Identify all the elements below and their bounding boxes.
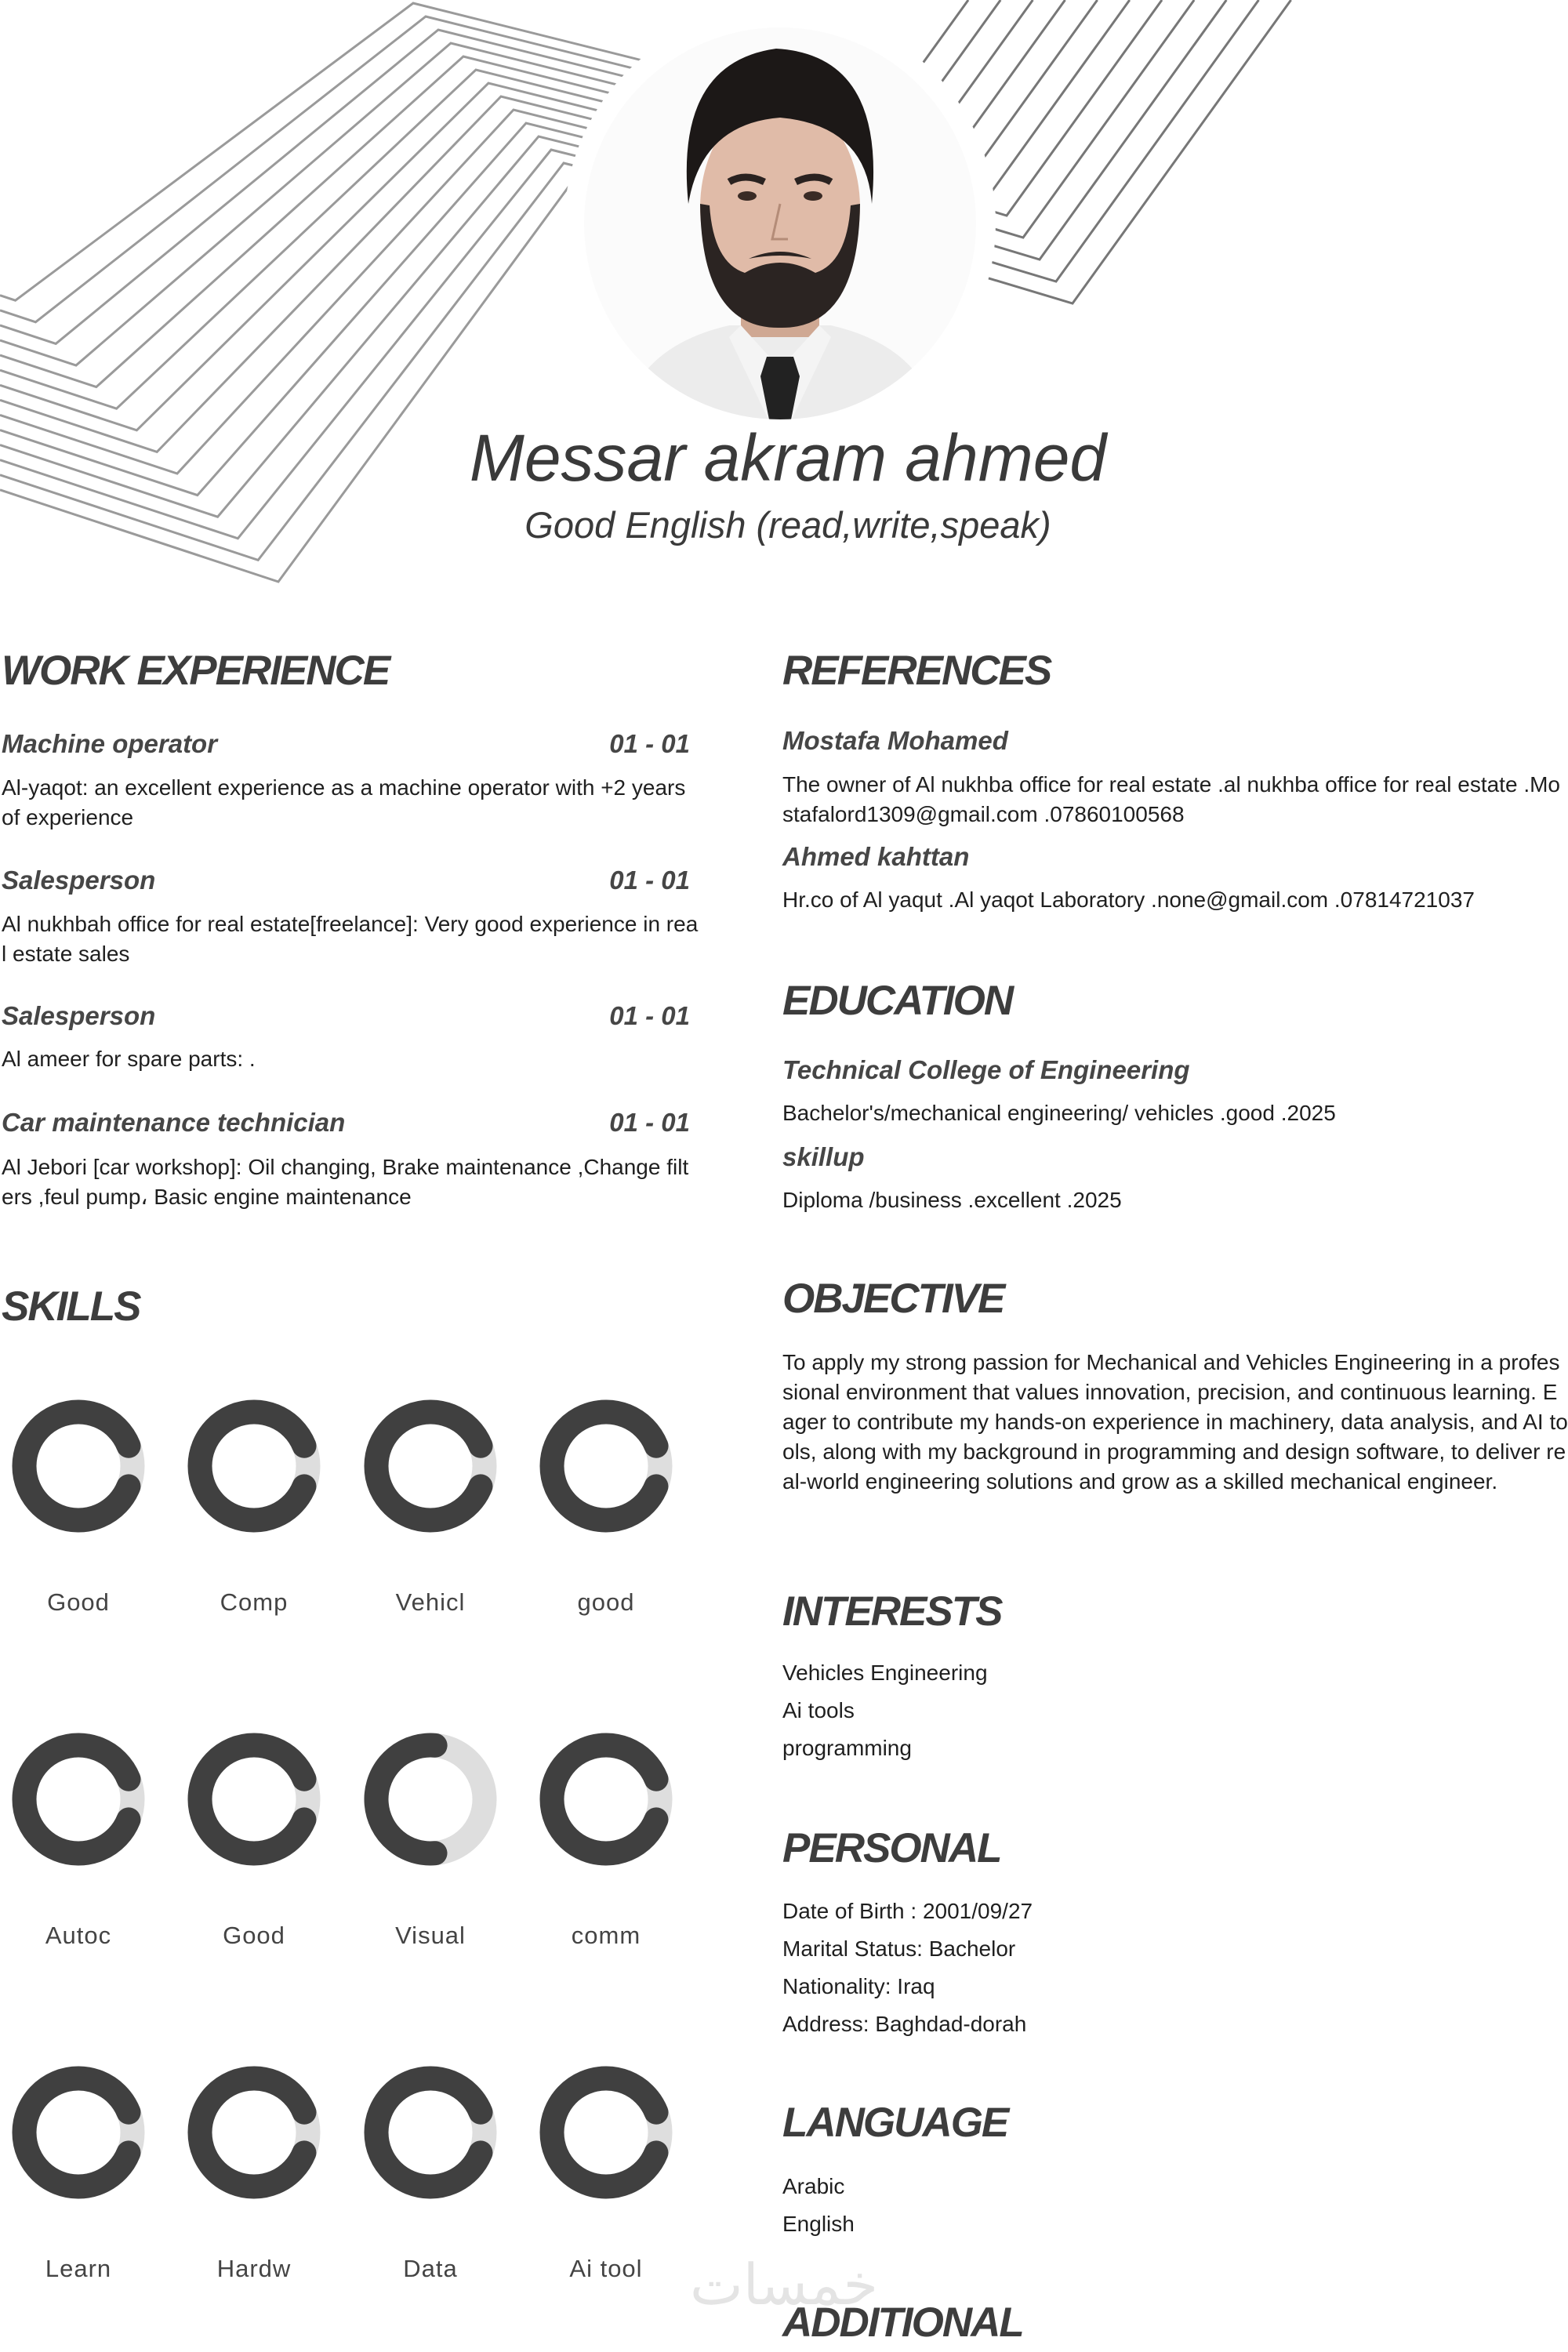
reference-name: Ahmed kahttan xyxy=(782,842,970,871)
skill-ring xyxy=(363,1732,498,1867)
skill-item xyxy=(343,1732,518,1951)
skill-ring xyxy=(363,1399,498,1534)
job-title: Machine operator xyxy=(2,729,218,758)
job-description: Al Jebori [car workshop]: Oil changing, Brake maintenance ,Change filters ,feul pump، Basic engine maintenance xyxy=(2,1155,689,1209)
job-dates: 01 - 01 xyxy=(609,1001,690,1030)
skill-ring xyxy=(539,2065,673,2200)
skill-label: Ai tool xyxy=(569,2255,643,2282)
skill-item xyxy=(518,1732,694,1951)
skills-heading: SKILLS xyxy=(2,1283,140,1330)
skill-label: good xyxy=(577,1588,635,1616)
interest-item: Ai tools xyxy=(782,1698,855,1722)
skill-ring xyxy=(11,2065,146,2200)
job-description: Al nukhbah office for real estate[freelance]: Very good experience in real estate sales xyxy=(2,912,699,966)
language-list xyxy=(782,2168,1568,2243)
skill-item xyxy=(343,2065,518,2285)
skill-label: Good xyxy=(47,1588,110,1616)
education-details: Bachelor's/mechanical engineering/ vehicles .good .2025 xyxy=(782,1101,1336,1125)
skill-ring xyxy=(11,1732,146,1867)
candidate-subtitle: Good English (read,write,speak) xyxy=(524,504,1051,546)
school-name: Technical College of Engineering xyxy=(782,1055,1190,1084)
objective-heading: OBJECTIVE xyxy=(782,1276,1004,1322)
skill-label: Visual xyxy=(395,1922,466,1949)
candidate-name: Messar akram ahmed xyxy=(469,421,1107,495)
personal-list xyxy=(782,1893,1568,2043)
skill-label: Data xyxy=(403,2255,458,2282)
skill-label: Vehicl xyxy=(395,1588,466,1616)
job-dates: 01 - 01 xyxy=(609,866,690,895)
interests-list xyxy=(782,1654,1568,1767)
skill-label: Autoc xyxy=(45,1922,112,1949)
skill-ring xyxy=(187,2065,321,2200)
job-title: Salesperson xyxy=(2,866,156,895)
skill-item xyxy=(343,1399,518,1618)
references-heading: REFERENCES xyxy=(782,648,1051,694)
reference-details: The owner of Al nukhba office for real estate .al nukhba office for real estate .Mostafalord1309@gmail.com .07860100568 xyxy=(782,772,1560,826)
language-heading: LANGUAGE xyxy=(782,2100,1008,2146)
skill-label: Hardw xyxy=(216,2255,292,2282)
language-item: English xyxy=(782,2212,855,2236)
skill-label: Good xyxy=(223,1922,285,1949)
skill-ring xyxy=(187,1732,321,1867)
education-heading: EDUCATION xyxy=(782,978,1013,1024)
watermark-logo: خمسات xyxy=(689,2254,879,2317)
skill-ring xyxy=(187,1399,321,1534)
skill-item xyxy=(518,1399,694,1618)
additional-heading: ADDITIONAL xyxy=(782,2299,1023,2346)
interest-item: programming xyxy=(782,1736,912,1760)
job-description: Al-yaqot: an excellent experience as a machine operator with +2 years of experience xyxy=(2,775,686,829)
skill-ring xyxy=(539,1399,673,1534)
skill-ring xyxy=(539,1732,673,1867)
objective-text: To apply my strong passion for Mechanical and Vehicles Engineering in a professional environment that values innovation, precision, and continuous learning. Eager to contribute my hands-on experience in machinery, data analysis, and AI tools, along with my background in programming and design software, to deliver real-world engineering solutions and grow as a skilled mechanical engineer. xyxy=(782,1350,1568,1494)
skill-item xyxy=(0,1732,166,1951)
personal-address: Address: Baghdad-dorah xyxy=(782,2012,1027,2036)
education-details: Diploma /business .excellent .2025 xyxy=(782,1188,1122,1212)
personal-nationality: Nationality: Iraq xyxy=(782,1974,935,1998)
skill-ring xyxy=(11,1399,146,1534)
work-experience-heading: WORK EXPERIENCE xyxy=(2,648,390,694)
job-title: Car maintenance technician xyxy=(2,1108,346,1137)
skill-item xyxy=(166,1399,342,1618)
skill-label: Learn xyxy=(45,2255,112,2282)
job-description: Al ameer for spare parts: . xyxy=(2,1047,256,1071)
personal-dob: Date of Birth : 2001/09/27 xyxy=(782,1899,1033,1923)
school-name: skillup xyxy=(782,1142,865,1171)
skill-label: Comp xyxy=(220,1588,289,1616)
skill-item xyxy=(0,1399,166,1618)
language-item: Arabic xyxy=(782,2174,845,2198)
job-title: Salesperson xyxy=(2,1001,156,1030)
interest-item: Vehicles Engineering xyxy=(782,1661,988,1685)
skill-ring xyxy=(363,2065,498,2200)
personal-heading: PERSONAL xyxy=(782,1825,1001,1871)
skill-item xyxy=(166,1732,342,1951)
personal-marital-status: Marital Status: Bachelor xyxy=(782,1936,1016,1961)
skill-label: comm xyxy=(571,1922,641,1949)
interests-heading: INTERESTS xyxy=(782,1588,1002,1635)
reference-details: Hr.co of Al yaqut .Al yaqot Laboratory .none@gmail.com .07814721037 xyxy=(782,887,1475,912)
job-dates: 01 - 01 xyxy=(609,1108,690,1137)
reference-name: Mostafa Mohamed xyxy=(782,726,1008,755)
skill-item xyxy=(518,2065,694,2285)
skill-item xyxy=(0,2065,166,2285)
skill-item xyxy=(166,2065,342,2285)
job-dates: 01 - 01 xyxy=(609,729,690,758)
